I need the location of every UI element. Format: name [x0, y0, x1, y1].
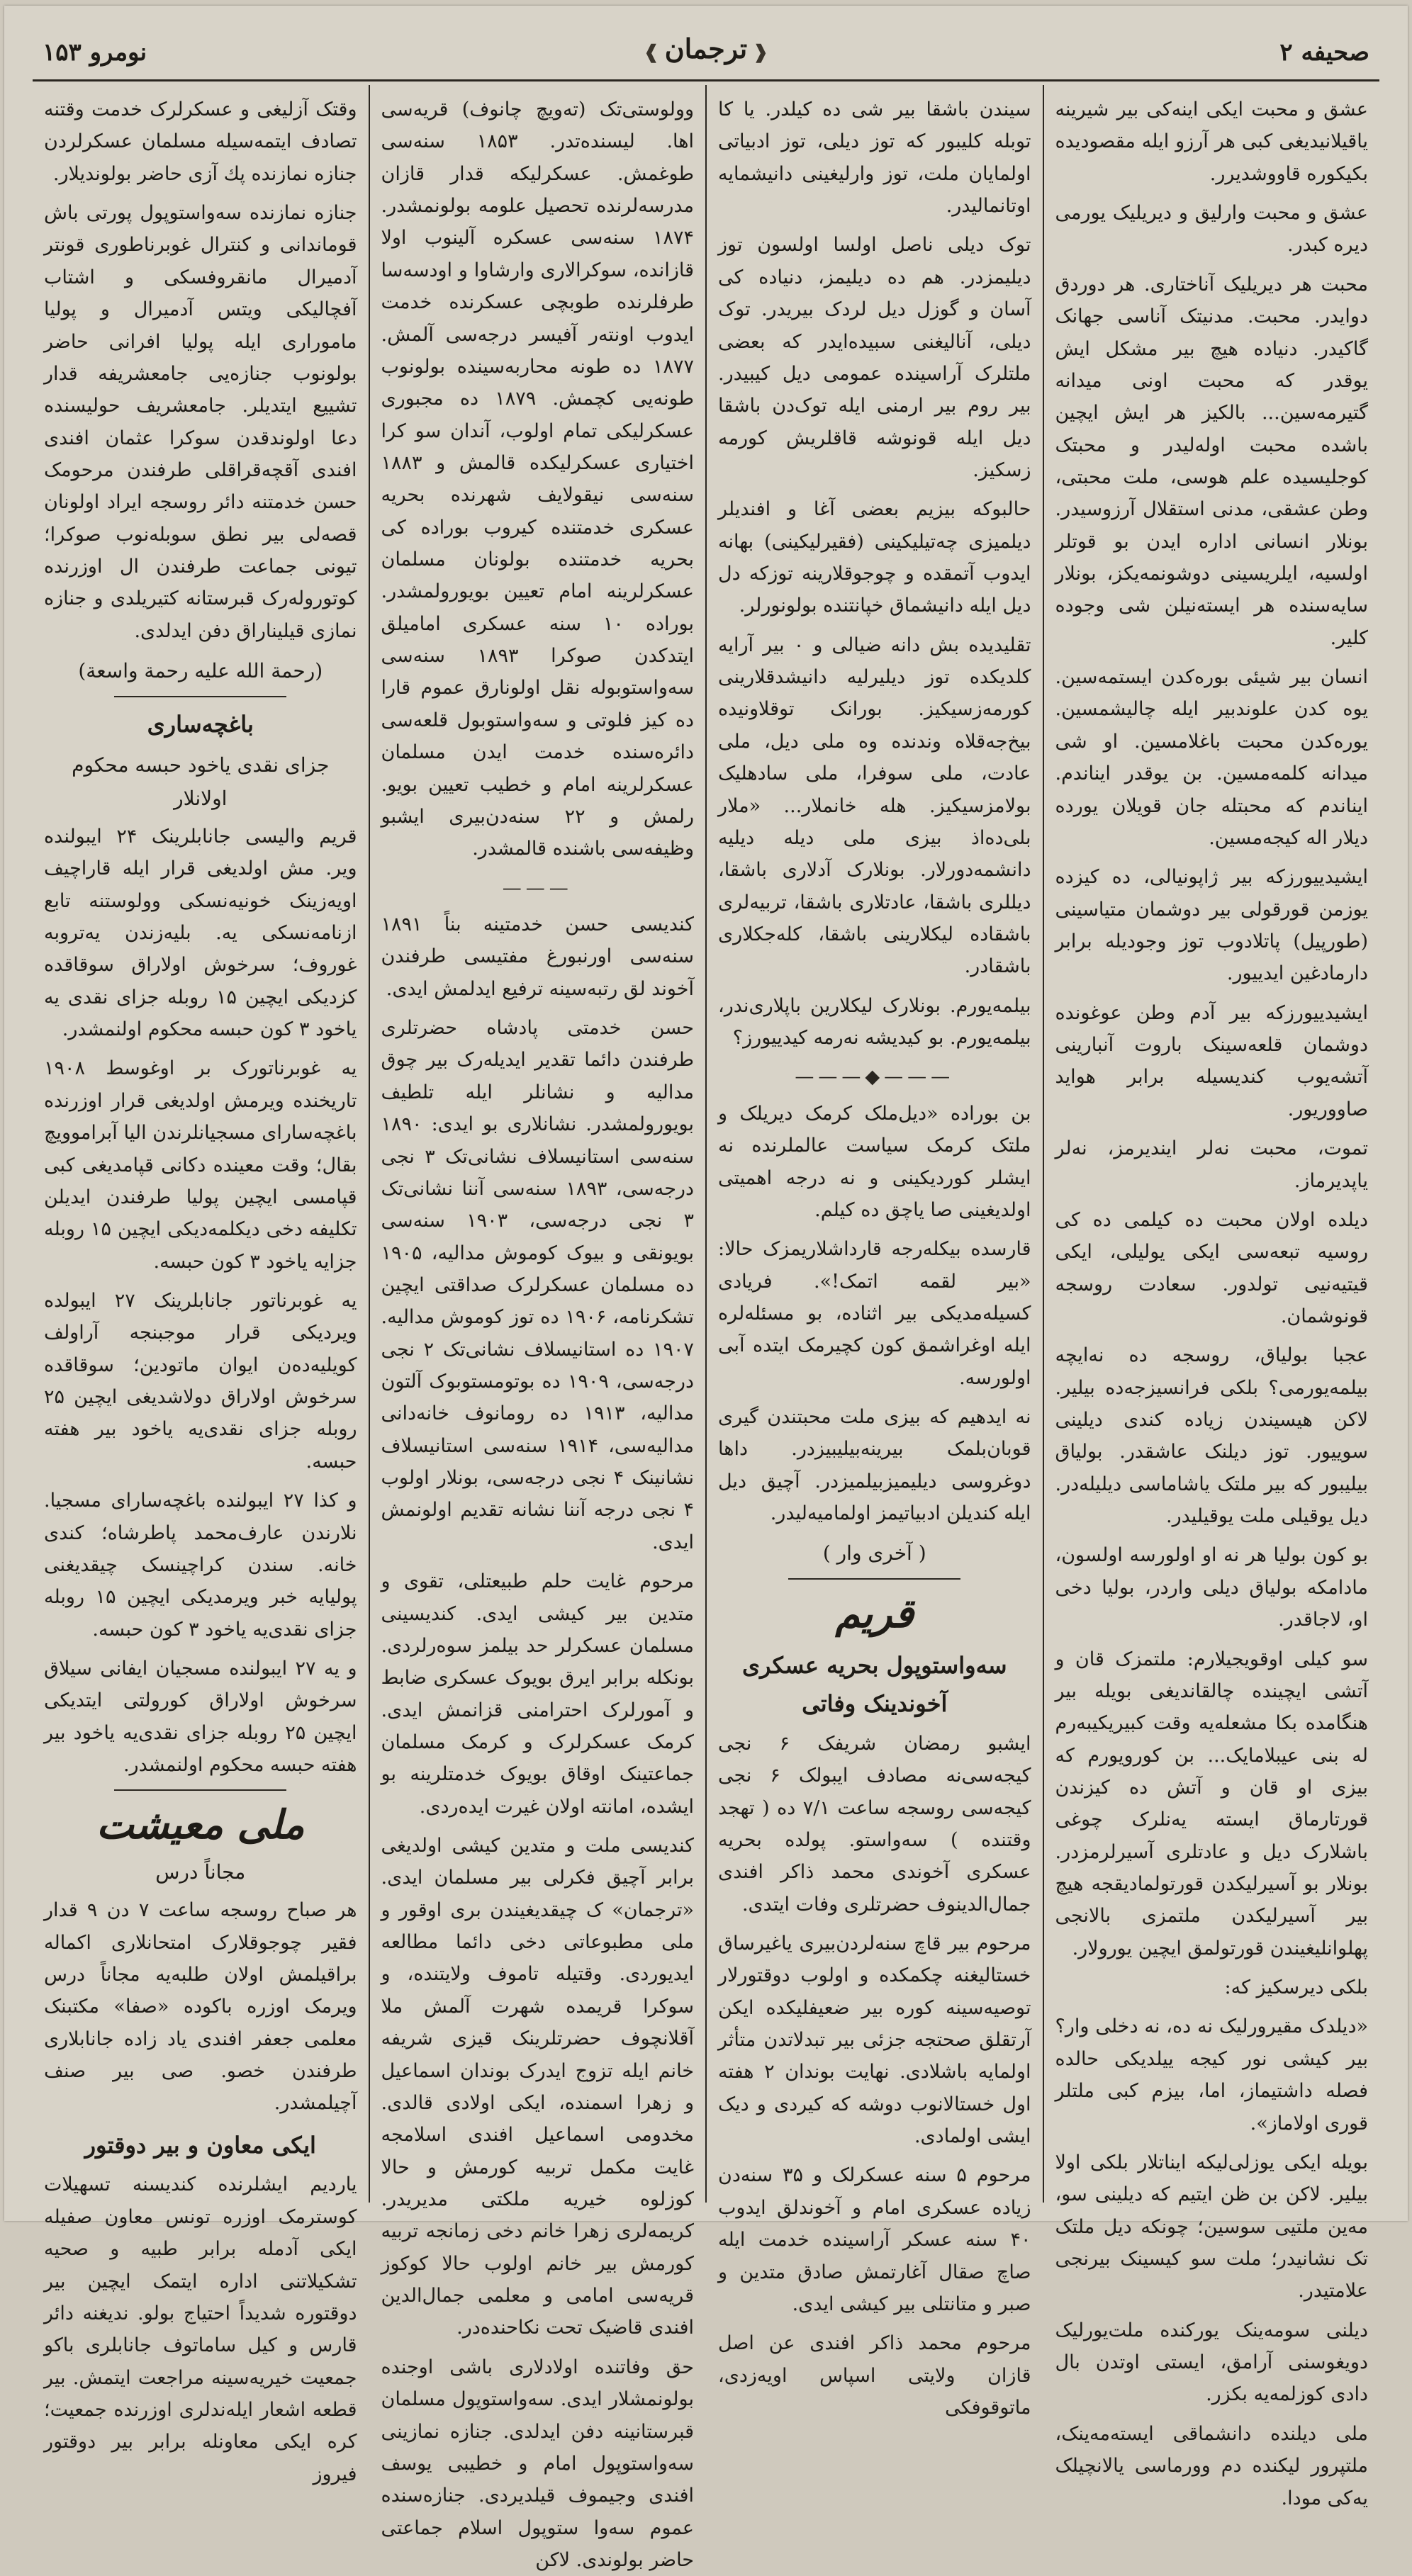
column-2: [705, 85, 1043, 2419]
article-headline: ایکی معاون و بیر دوقتور: [84, 2131, 316, 2159]
section-separator: ———: [502, 877, 573, 899]
article-paragraph: و کذا ۲۷ ایبولنده باغچه‌سارای مسجیا. نلارندن عارف‌محمد پاطرشاه؛ کندی خانه. سندن کراچینسک چیقدیغنی پولیایه خبر ویرمدیکی ایچین ۱۵ روبله جزای نقدی‌یه یاخود ۳ کون حبسه.: [44, 1490, 357, 1641]
column-3: [369, 85, 706, 2571]
prayer-line: (رحمة الله علیه رحمة واسعة): [78, 659, 323, 683]
section-title-national-economy: ملی معیشت: [96, 1801, 305, 1849]
section-title-bakhchisaray: باغچه‌ساری: [147, 711, 254, 738]
article-paragraph: کندیسی ملت و متدین کیشی اولدیغی برابر آچیق فکرلی بیر مسلمان ایدی. «ترجمان» ک چیقدیغیندن بری اوقور و ملی مطبوعاتی دخی دائما مطالعه ایدیوردی. وقتیله تاموف ولایتنده، و سوکرا قریمده شهرت آلمش ملا آقلانچوف حضرتلرینک قیزی شریفه خانم ایله تزوج ایدرک بوندان اسماعیل و زهرا اسمنده، ایکی اولادی قالدی. مخدومی اسماعیل افندی اسلامجه غایت مکمل تربیه کورمش و حالا کوزلوه خیریه ملکتی مدیریدر. کریمه‌لری زهرا خانم دخی زمانجه تربیه کورمش بیر خانم اولوب حالا کوکوز قریه‌سی امامی و معلمی جمال‌الدین افندی قاضیک تحت نکاحنده‌در.: [381, 1835, 694, 2339]
article-paragraph: یاردیم ایشلرنده کندیسنه تسهیلات کوسترمک اوزره تونس معاون صفیله ایکی آدمله برابر طبیه و صحیه تشکیلاتنی اداره ایتمک ایچین بیر دوقتوره شدیداً احتیاج بولو. ندیغنه دائر قارس و کیل ساماتوف جانابلری باکو جمعیت خیریه‌سینه مراجعت ایتمش. بیر قطعه اشعار ایله‌ندلری اوزرنده جمعیت؛ کره ایکی معاونله برابر بیر دوقتور فیروز: [44, 2173, 357, 2485]
issue-number-label: نومرو ۱۵۳: [43, 38, 147, 67]
article-paragraph: بیلمه‌یورم. بونلارک لیکلارین باپلاری‌ندر، بیلمه‌یورم. بو کیدیشه نه‌رمه کیدییورز؟: [718, 994, 1031, 1050]
ornament-left-icon: ❱: [643, 42, 659, 63]
article-paragraph: یه غوبرناتور جانابلرینک ۲۷ ایبولده ویردیکی قرار موجبنجه آراولف کویلیه‌ده‌ن ایوان ماتودین؛ سوقاقده سرخوش اولاراق دولاشدیغی ایچین ۲۵ روبله جزای نقدی‌یه یاخود بیر هفته حبسه.: [44, 1289, 357, 1473]
article-paragraph: دیلده اولان محبت ده کیلمی ده کی روسیه تبعه‌سی ایکی یولیلی، ایکی قیتیه‌نیی تولدور. سعادت روسجه قونوشمان.: [1055, 1208, 1368, 1327]
article-paragraph: عشق و محبت ایکی اینه‌کی بیر شیرینه یاقیلانیدیغی کبی هر آرزو ایله مقصودیده بکیکوره قاووشدیرر.: [1055, 99, 1368, 185]
article-paragraph: مرحوم بیر قاچ سنه‌لردن‌بیری یاغیرساق خستالیغنه چکمکده و اولوب دوقتورلار توصیه‌سینه کوره بیر ضعیفلیکده ایکن آرتقلق صحتجه جزئی بیر تبدلاتدن متأثر اولمایه باشلادی. نهایت بوندان ۲ هفته اول خستالانوب دوشه که کیردی و دیک ایشی اولمادی.: [718, 1932, 1031, 2148]
article-paragraph: مرحوم ۵ سنه عسکرلک و ۳۵ سنه‌دن زیاده عسکری امام و آخوندلق ایدوب ۴۰ سنه عسکر آراسینده خدمت ایله صاچ صقال آغارتمش صادق متدین و صبر و متانتلی بیر کیشی ایدی.: [718, 2164, 1031, 2315]
to-be-continued-note: ( آخری وار ): [822, 1541, 926, 1565]
divider: [788, 1578, 960, 1580]
newspaper-name: ترجمان: [664, 33, 748, 64]
article-paragraph: حسن خدمتی پادشاه حضرتلری طرفندن دائما تقدیر ایدیله‌رک بیر چوق مدالیه و نشانلر ایله تلطیف بویورولمشدر. نشانلاری بو ایدی: ۱۸۹۰ سنه‌سی استانیسلاف نشانی‌تک ۳ نجی درجه‌سی، ۱۸۹۳ سنه‌سی آننا نشانی‌تک ۳ نجی درجه‌سی، ۱۹۰۳ سنه‌سی بویونقی و بیوک کوموش مدالیه، ۱۹۰۵ ده مسلمان عسکرلرک صداقتی ایچین تشکرنامه، ۱۹۰۶ ده توز کوموش مدالیه. ۱۹۰۷ ده استانیسلاف نشانی‌تک ۲ نجی درجه‌سی، ۱۹۰۹ ده بوتومستوبوک آلتون مدالیه، ۱۹۱۳ ده روما‌نوف خانه‌دانی مدالیه‌سی، ۱۹۱۴ سنه‌سی استانیسلاف نشانینک ۴ نجی درجه‌سی، بونلار اولوب ۴ نجی درجه آننا نشانه تقدیم اولونمش ایدی.: [381, 1017, 695, 1553]
column-4: [33, 85, 369, 2485]
article-paragraph: سیندن باشقا بیر شی ده کیلدر. یا کا توبله کلیبور که توز دیلی، توز ادبیاتی اولمایان ملت، توز وارلیغینی دانیشمایه اوتانمالیدر.: [718, 99, 1031, 218]
article-paragraph: بن بوراده «دیل‌ملک کرمک دیریلک و ملتک کرمک سیاست عالملرنده نه ایشلر کوردیکینی و نه درجه اهمیتی اولدیغینی صا یاچق ده کیلم.: [718, 1102, 1031, 1221]
article-paragraph: حالبوکه بیزیم بعضی آغا و افندیلر دیلمیزی چه‌تیلیکینی (فقیرلیکینی) بهانه ایدوب آتمقده و چوجوقلارینه توزکه دل دیل ایله دانیشماق خپانتنده بولونورلر.: [718, 498, 1031, 617]
masthead: [638, 33, 774, 64]
section-title-crimea: قریم: [835, 1590, 914, 1638]
section-subtitle: مجاناً درس: [155, 1860, 246, 1884]
article-paragraph: دیلنی سومه‌ینک یورکنده ملت‌یورلیک دویغوسنی آرامق، ایستی اوتدن بال دادی کوزلمه‌یه بکزر.: [1055, 2319, 1368, 2406]
article-paragraph: توک دیلی ناصل اولسا اولسون توز دیلیمزدر. هم ده دیلیمز، دنیاده کی آسان و گوزل دیل لردک بیریدر. توک دیلی، آنالیغنی سبیده‌ایدر که بعضی ملتلرک آراسینده عمومی دیل کیبیدر. بیر روم بیر ارمنی ایله توک‌دن باشقا دیل ایله قونوشه قاقلریش کورمه زسکیز.: [718, 234, 1031, 481]
divider: [114, 1789, 286, 1791]
ornament-right-icon: ❰: [753, 42, 769, 63]
columns-container: [33, 85, 1379, 2571]
article-paragraph: یه غوبرناتورک بر اوغوسط ۱۹۰۸ تاریخنده ویرمش اولدیغی قرار اوزرنده باغچه‌سارای مسجیانلرندن الیا آبراموویچ بقال؛ وقت معینده دکانی قپامدیغی کبی قپامسی ایچین پولیا طرفندن ایدیلن تکلیفه دخی دیکلمه‌دیکی ایچین ۱۵ روبله جزایه یاخود ۳ کون حبسه.: [44, 1057, 357, 1273]
article-paragraph: قریم والیسی جانابلرینک ۲۴ ایبولنده ویر. مش اولدیغی قرار ایله قاراچیف اویه‌زینک خونیه‌نسکی وولوستنه تابع ازنامه‌نسکی یه. بلیه‌زندن یه‌تروبه غوروف؛ سرخوش اولاراق سوقاقده کزدیکی ایچین ۱۵ روبله جزای نقدی یه یاخود ۳ کون حبسه محکوم اولنمشدر.: [44, 825, 357, 1041]
article-paragraph: حق وفاتنده اولادلاری باشی اوجنده بولونمشلار ایدی. سه‌واستوپول مسلمان قبرستانینه دفن ایدلدی. جنازه نمازینی سه‌واستوپول امام و خطیبی یوسف افندی وجیموف قیلدیردی. جنازه‌سنده عموم سه‌وا ستوپول اسلام جماعتی حاضر بولوندی. لاکن: [381, 2356, 694, 2571]
article-paragraph: ایشیدییورزکه بیر آدم وطن عوغونده دوشمان قلعه‌سینک باروت آنبارینی آتشه‌یوب کندیسیله برابر هواید صاووریور.: [1055, 1001, 1368, 1120]
article-paragraph: کندیسی حسن خدمتینه بناً ۱۸۹۱ سنه‌سی اورنبورغ مفتیسی طرفندن آخوند لق رتبه‌سینه ترفیع ایدلمش ایدی.: [381, 913, 694, 1000]
article-paragraph: تموت، محبت نه‌لر ایندیرمز، نه‌لر یاپدیرماز.: [1055, 1137, 1368, 1192]
section-separator: ———◆———: [795, 1066, 955, 1089]
article-paragraph: و یه ۲۷ ایبولنده مسجیان ایفانی سیلاق سرخوش اولاراق کورولتی ایتدیکی ایچین ۲۵ روبله جزای نقدی‌یه یاخود بیر هفته حبسه محکوم اولنمشدر.: [44, 1657, 357, 1777]
article-paragraph: مرحوم محمد ذاکر افندی عن اصل قازان ولایتی اسپاس اویه‌زدی، ماتوقوفکی: [718, 2332, 1031, 2419]
article-paragraph: وقتک آزلیغی و عسکرلرک خدمت وقتنه تصادف ایتمه‌سیله مسلمان عسکرلردن جنازه نمازنده پك آزی حاضر بولوندیلار.: [44, 99, 357, 185]
page-header: [33, 27, 1379, 77]
article-paragraph: ایشیدییورزکه بیر ژاپونیالی، ده کیزده یوزمن قورقولی بیر دوشمان متیاسینی (طورپیل) پاتلادوب توز وجودیله برابر دارمادغین ایدییور.: [1055, 866, 1368, 985]
article-paragraph: انسان بیر شیئی بوره‌کدن ایستمه‌سین. یوه کدن علوندبیر ایله چالیشمسین. یوره‌کدن محبت باغلامسین. او شی میدانه کلمه‌مسین. بن یوقدر ایناندم. ایناندم که محبتله جان قویلان یورده دیلار اله کیجه‌مسین.: [1055, 666, 1368, 849]
section-subtitle: جزای نقدی یاخود حبسه محکوم اولانلار: [72, 753, 330, 810]
article-paragraph: نه ایدهیم که بیزی ملت محبتندن گیری قوبان‌بلمک بیرینه‌بیلیبیزدر. داها دوغروسی دیلیمیزبیلمیزدر. آچیق دیل ایله کندیلن ادبیاتیمز اولمامیه‌لیدر.: [718, 1406, 1031, 1525]
article-paragraph: بلکی دیرسکیز که:: [1224, 1976, 1368, 1999]
article-paragraph: سو کیلی اوقویجیلارم: ملتمزک قان و آتشی ایچینده چالقاندیغی بویله بیر هنگامده بکا مشعله‌یه وقت کبیریکیبه‌رم له بنی عیبلامایک... بن کورویورم که بیزی او قان و آتش ده کیزندن قورتارماق ایسته یه‌نلرک چوغی باشلارک دیل و عادتلری آسیرلرمزدر. بونلار بو آسیرلیکدن قورتولمادیقجه هیچ بیر آسیرلیکدن ملتمزی بالانجی پهلوانلیغیندن قورتولمق ایچین یورولار.: [1055, 1648, 1368, 1959]
article-paragraph: عجبا بولیاق، روسجه ده نه‌ایچه بیلمه‌یورمی؟ بلکی فرانسیزجه‌ده بیلیر. لاکن هیسیندن زیاده کندی دیلینی سوییور. توز دیلنک عاشقدر. بولیاق بیلیبور که بیر ملتک یاشاماسی دیلیله‌در. دیل یوقیلی ملت یوقیلیدر.: [1055, 1344, 1368, 1528]
article-paragraph: وولوستی‌تک (ته‌ویچ چانوف) قریه‌سی اها. لیسنده‌تدر. ۱۸۵۳ سنه‌سی طوغمش. عسکرلیکه قدار قازان مدرسه‌لرنده تحصیل علومه بولونمشدر. ۱۸۷۴ سنه‌سی عسکره آلینوب اولا قازانده، سوکرالاری وارشاوا و اودسه‌سا طرفلرنده طوبچی عسکرنده خدمت ایدوب اونته‌ر آفیسر درجه‌سی آلمش. ۱۸۷۷ ده طونه محاربه‌سینده بولونوب طونه‌یی کچمش. ۱۸۷۹ ده مجبوری عسکرلیکی تمام اولوب، آندان سو کرا اختیاری عسکرلیکده قالمش و ۱۸۸۳ سنه‌سی نیقولایف شهرنده بحریه عسکری خدمتنده کیروب بوراده کی بحریه خدمتنده بولونان مسلمان عسکرلرینه امام تعیین بویورولمشدر. بوراده ۱۰ سنه عسکری امامیلق ایتدکدن صوکرا ۱۸۹۳ سنه‌سی سه‌واستوبوله نقل اولونارق عموم قارا ده کیز فلوتی و سه‌واستوبول قلعه‌سی دائره‌سنده خدمت ایدن مسلمان عسکرلرینه امام و خطیب تعیین بویو. رلمش و ۲۲ سنه‌دن‌بیری ایشبو وظیفه‌سی باشنده قالمشدر.: [381, 99, 694, 860]
article-paragraph: قارسده بیکله‌رجه قارداشلاریمزک حالا: «بیر لقمه اتمک!». فریادی کسیله‌مدیکی بیر اثناده، بو مسئله‌لره ایله اوغراشمق کون کچیرمک ایتده آبی اولورسه.: [718, 1238, 1031, 1389]
article-paragraph: «دیلدک مقیرورلیک نه ده، نه دخلی وار؟ بیر کیشی نور کیجه ییلدیکی حالده فصله داشتیماز، اما، بیزم کبی ملتلر قوری اولاماز».: [1055, 2015, 1368, 2135]
article-paragraph: عشق و محبت وارلیق و دیریلیک یورمی دیره کبدر.: [1055, 202, 1368, 257]
article-paragraph: بو کون بولیا هر نه او اولورسه اولسون، مادامکه بولیاق دیلی واردر، بولیا دخی او، لاجاقدر.: [1055, 1544, 1368, 1631]
article-paragraph: جنازه نمازنده سه‌واستوپول پورتی باش قوماندانی و کنترال غوبرناطوری قونتر آدمیرال مانقروفسکی و اشتاب آفچالیکی ویتس آدمیرال و پولیا ماموراری ایله پولیا افرانی حاضر بولونوب جنازه‌یی جامعشریفه قدار تشییع ایتدیلر. جامعشریف حولیسنده دعا اولوندقدن سوکرا عثمان افندی افندی آقچه‌قراقلی طرفندن مرحومک حسن خدمتنه دائر روسجه ایراد اولونان قصه‌لی بیر نطق سوبله‌نوب صوکرا؛ تیونی جماعت طرفندن ال اوزرنده کوتوروله‌رک قبرستانه کتیریلدی و جنازه نمازی قیلیناراق دفن ایدلدی.: [44, 202, 357, 642]
article-paragraph: تقلیدیده بش دانه ضیالی و ۰ بیر آرایه کلدیکده توز دیلیرلیه دانیشدقلارینی کورمه‌زسیکیز. بورانک توقلاونیده بیخ‌جه‌قلاه وندنده وه ملی دیل، ملی عادت، ملی سوفرا، ملی سادهلیک بولامزسیکیز. هله خانملار... «ملار بلی‌ده‌اذ بیزی ملی دیله دیلیه دانشمه‌دورلار. بونلارک آدلاری باشقا، دیللری باشقا، عادتلاری باشقا، تربیه‌لری باشقاده لیکلارینی باشقا، کله‌جکلاری باشقادر.: [718, 634, 1031, 978]
article-paragraph: مرحوم غایت حلم طبیعتلی، تقوی و متدین بیر کیشی ایدی. کندیسینی مسلمان عسکرلر حد بیلمز سوه‌رلردی. بونکله برابر ایرق بویوک عسکری ضابط و آمورلرک احترامنی قزانمش ایدی. کرمک عسکرلرک و کرمک مسلمان جماعتینک اوقاق بویوک خدمتلرینه بو ایشده، امانته اولان غیرت ایده‌ردی.: [381, 1570, 694, 1818]
header-rule: [33, 79, 1379, 81]
article-paragraph: ایشبو رمضان شریفک ۶ نجی کیجه‌سی‌نه مصادف ایبولک ۶ نجی کیجه‌سی روسجه ساعت ۷/۱ ده ( تهجد وقتنده ) سه‌واستو. پولده بحریه عسکری آخوندی محمد ذاکر افندی جمال‌الدینوف حضرتلری وفات ایتدی.: [718, 1732, 1031, 1916]
page-number-label: صحیفه ۲: [1279, 38, 1369, 67]
article-paragraph: محبت هر دیریلیک آناختاری. هر دوردق دوایدر. محبت. مدنیتک آناسی جهانک گاکیدر. دنیاده هیچ بیر مشکل ایش یوقدر که محبت اونی میدانه گتیرمه‌سین... بالکیز هر ایش ایچین باشده محبت اوله‌لیدر و محبتک کوجلیسیده علم هوسی، ملت محبتی، وطن عشقی، مدنی استقلال آرزوسیدر. بونلار انسانی اداره ایدن بو قوتلر اولسیه، ایلریسینی دوشونمه‌یکز، بونلار سایه‌سنده هر ایسته‌نیلن شی وجوده کلیر.: [1055, 273, 1368, 649]
article-headline: سه‌واستوپول بحریه عسکری آخوندینک وفاتی: [741, 1652, 1007, 1718]
divider: [114, 696, 286, 697]
article-paragraph: هر صباح روسجه ساعت ۷ دن ۹ قدار فقیر چوجوقلارک امتحانلاری اکماله براقیلمش اولان طلبه‌یه مجاناً درس ویرمک اوزره باکوده «صفا» مکتبنک معلمی جعفر افندی یاد زاده جانابلاری طرفندن خصو. صی بیر صنف آچیلمشدر.: [44, 1899, 357, 2115]
newspaper-page: [4, 6, 1408, 2571]
article-paragraph: ملی دیلنده دانشماقی ایسته‌مه‌ینک، ملتپرور لیکنده دم وورماسی یالانچیلک یه‌کی مودا.: [1055, 2422, 1368, 2509]
column-1: [1043, 85, 1380, 2509]
article-paragraph: بویله ایکی یوزلی‌لیکه ایناتلار بلکی اولا بیلیر. لاکن بن ظن ایتیم که دیلینی سو، مه‌ین ملتیی سوسین؛ چونکه دیل ملتک تک نشانیدر؛ ملت سو کیسینک بیرنجی علامتیدر.: [1055, 2151, 1368, 2302]
